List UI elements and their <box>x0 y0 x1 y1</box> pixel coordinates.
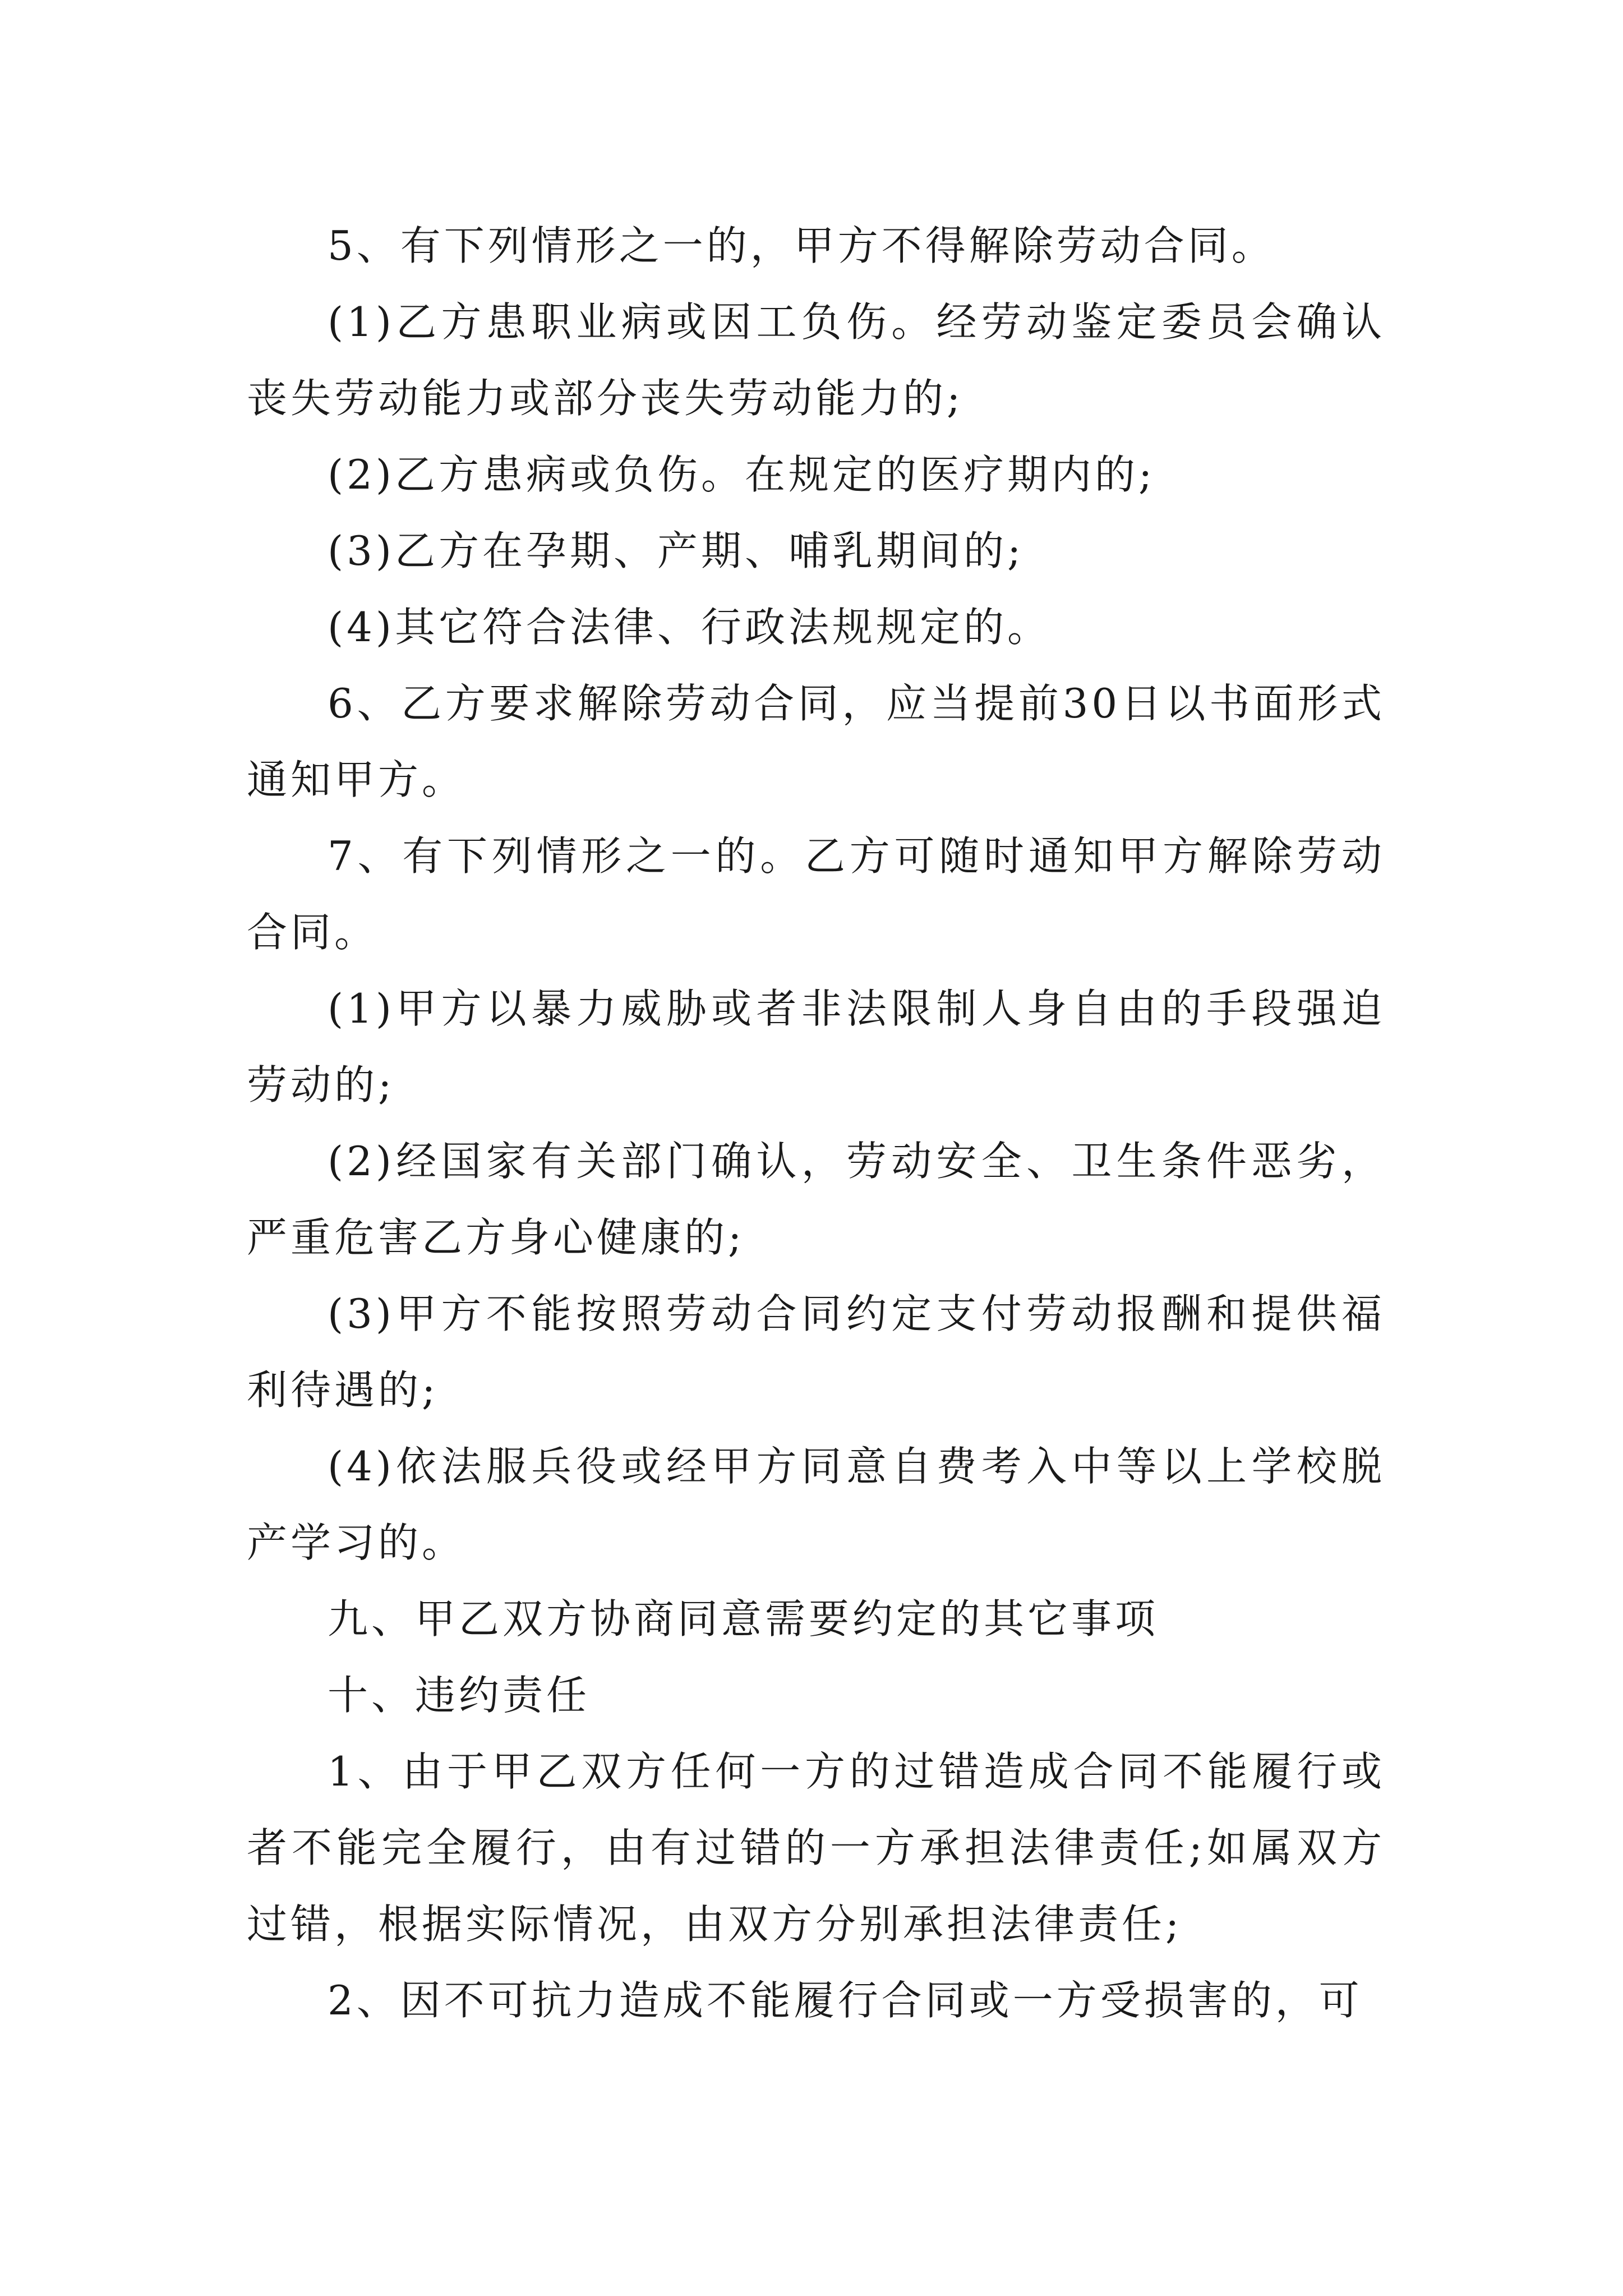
document-body <box>247 208 1385 2039</box>
paragraph-pregnancy-period: (3)乙方在孕期、产期、哺乳期间的; <box>328 527 1025 574</box>
section-heading-liability: 十、违约责任 <box>328 1672 591 1719</box>
paragraph-forced-labor: (1)甲方以暴力威胁或者非法限制人身自由的手段强迫劳动的; <box>247 985 1385 1108</box>
paragraph-termination-prohibited: 5、有下列情形之一的，甲方不得解除劳动合同。 <box>328 222 1275 269</box>
paragraph-advance-notice: 6、乙方要求解除劳动合同，应当提前30日以书面形式通知甲方。 <box>247 680 1385 803</box>
paragraph-force-majeure: 2、因不可抗力造成不能履行合同或一方受损害的，可 <box>328 1977 1363 2024</box>
paragraph-unpaid-wages: (3)甲方不能按照劳动合同约定支付劳动报酬和提供福利待遇的; <box>247 1290 1385 1414</box>
paragraph-occupational-disease: (1)乙方患职业病或因工负伤。经劳动鉴定委员会确认丧失劳动能力或部分丧失劳动能力的; <box>247 298 1385 422</box>
section-heading-other-matters: 九、甲乙双方协商同意需要约定的其它事项 <box>328 1595 1159 1642</box>
paragraph-fault-liability: 1、由于甲乙双方任何一方的过错造成合同不能履行或者不能完全履行，由有过错的一方承担法律责任;如属双方过错，根据实际情况，由双方分别承担法律责任; <box>247 1748 1385 1948</box>
paragraph-medical-period: (2)乙方患病或负伤。在规定的医疗期内的; <box>328 451 1156 498</box>
paragraph-military-study: (4)依法服兵役或经甲方同意自费考入中等以上学校脱产学习的。 <box>247 1443 1385 1566</box>
paragraph-immediate-termination: 7、有下列情形之一的。乙方可随时通知甲方解除劳动合同。 <box>247 832 1385 956</box>
paragraph-unsafe-conditions: (2)经国家有关部门确认，劳动安全、卫生条件恶劣，严重危害乙方身心健康的; <box>247 1138 1385 1261</box>
paragraph-other-legal: (4)其它符合法律、行政法规规定的。 <box>328 604 1051 651</box>
